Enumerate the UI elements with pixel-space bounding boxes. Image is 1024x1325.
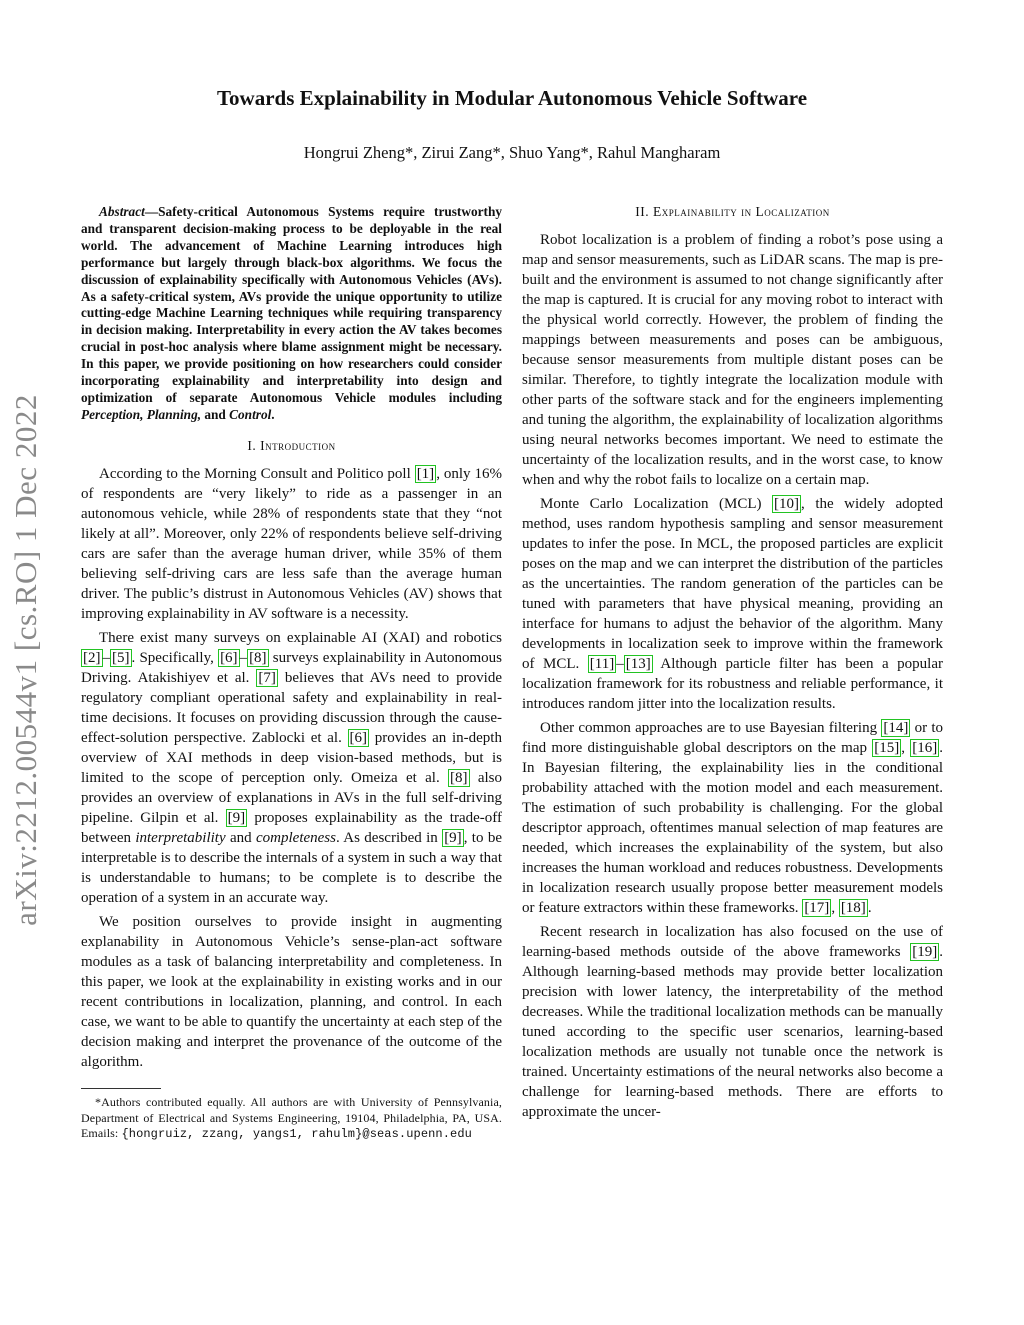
- citation-link[interactable]: [10]: [774, 496, 800, 512]
- author-list: Hongrui Zheng*, Zirui Zang*, Shuo Yang*, Rahul Mangharam: [303, 143, 721, 162]
- citation-link[interactable]: [16]: [912, 740, 938, 756]
- localization-paragraph-2: [522, 494, 943, 714]
- text-run: believes that AVs need to provide regulatory compliant operational safety and explainability in real-time decisions. It focuses on providing discussion through the cause-effect-solution perspective. Zablocki et al.: [81, 669, 502, 746]
- intro-paragraph-3: We position ourselves to provide insight in augmenting explanability in Autonomous Vehicle’s sense-plan-act software modules as a task of balancing interpretability and completeness. In this paper, we look at the explainability in existing works and in our recent contributions in localization, planning, and control. In each case, we want to be able to quantify the uncertainty at each step of the decision making and interpret the provenance of the outcome of the algorithm.: [81, 913, 502, 1070]
- text-run: ,: [901, 740, 911, 756]
- text-run: , the widely adopted method, uses random hypothesis sampling and sensor measurement updates to infer the pose. In MCL, the proposed particles are explicit poses on the map and we can interpret the distribution of the particles as the uncertainties. The random generation of the particles can be tuned with parameters that have physical meaning, providing an interface for humans to adjust the behavior of the algorithm. Many developments in localization seek to improve within the framework of MCL.: [522, 496, 943, 672]
- citation-link[interactable]: [7]: [258, 669, 276, 686]
- citation-link[interactable]: [8]: [249, 649, 267, 666]
- citation-link[interactable]: [18]: [840, 900, 866, 916]
- abstract-and: and: [201, 406, 230, 422]
- citation-link[interactable]: [13]: [625, 656, 651, 672]
- abstract-dash: —: [144, 204, 159, 219]
- abstract: [81, 204, 502, 424]
- citation-link[interactable]: [11]: [589, 656, 615, 672]
- text-run: and: [225, 829, 256, 846]
- text-run: –: [102, 649, 110, 666]
- emphasis: interpretability: [135, 829, 226, 846]
- citation-link[interactable]: [9]: [444, 829, 462, 846]
- localization-paragraph-1: Robot localization is a problem of finding a robot’s pose using a map and sensor measurements, such as LiDAR scans. The map is pre-built and the environment is assumed to not change significantly after the map is captured. It is crucial for any moving robot to interact with the physical world correctly. However, the problem of finding the mappings between measurements and poses can be ambiguous, because sensor measurements from multiple distant poses can be similar. Therefore, to tightly integrate the localization module with other parts of the software stack and for the engineers implementing and tuning the algorithm, the explainability of localization algorithms using neural networks becomes important. We need to estimate the uncertainty of the localization results, and in the worst case, to know when and why the robot fails to localize on a certain map.: [522, 232, 943, 488]
- text-run: Although particle filter has been a popular localization framework for its robustness and reliable performance, it introduces random jitter into the localization results.: [522, 656, 944, 712]
- text-run: According to the Morning Consult and Politico poll: [99, 465, 415, 482]
- arxiv-identifier-text: arXiv:2212.00544v1 [cs.RO] 1 Dec 2022: [8, 394, 44, 926]
- left-column: [81, 204, 502, 1143]
- section-heading-introduction: I. Introduction: [247, 437, 336, 453]
- citation-link[interactable]: [14]: [883, 720, 909, 736]
- text-run: surveys explainability in Autonomous Driving. Atakishiyev et al.: [81, 649, 502, 686]
- footnote-divider: [81, 1088, 161, 1089]
- citation-link[interactable]: [17]: [804, 900, 830, 916]
- intro-paragraph-2: [81, 628, 502, 908]
- text-run: proposes explainability as the trade-off between: [81, 809, 502, 846]
- footnote-text: *Authors contributed equally. All authors are with University of Pennsylvania, Department of Electrical and Systems Engineering, 19104, Philadelphia, PA, USA. Emails:: [81, 1094, 502, 1141]
- abstract-label: Abstract: [99, 204, 145, 219]
- paper-title: Towards Explainability in Modular Autonomous Vehicle Software: [216, 86, 808, 110]
- right-column: [522, 204, 943, 1126]
- abstract-last-module: Control: [229, 406, 272, 422]
- text-run: . As described in: [335, 829, 443, 846]
- text-run: . In Bayesian filtering, the explainability lies in the conditional probability attached with the motion model and each measurement. The estimation of such probability is challenging. For the global descriptor approach, oftentimes manual selection of map features are needed, which increases the explainability of the system, but also increases the human workload and reduces robustness. Developments in localization research usually propose better measurement models or feature extractors within these frameworks.: [522, 740, 943, 916]
- text-run: Other common approaches are to use Bayesian filtering: [540, 720, 882, 736]
- abstract-period: .: [271, 406, 275, 422]
- text-run: or to find more distinguishable global descriptors on the map: [522, 720, 943, 756]
- text-run: Monte Carlo Localization (MCL): [540, 496, 773, 512]
- citation-link[interactable]: [6]: [349, 729, 368, 746]
- intro-paragraph-1: [81, 464, 502, 624]
- citation-link[interactable]: [8]: [450, 769, 468, 786]
- text-run: .: [867, 900, 872, 916]
- citation-link[interactable]: [9]: [227, 809, 246, 826]
- localization-paragraph-4: [522, 922, 943, 1122]
- citation-link[interactable]: [19]: [912, 944, 938, 960]
- citation-link[interactable]: [6]: [220, 649, 238, 666]
- text-run: –: [239, 649, 248, 666]
- citation-link[interactable]: [2]: [83, 649, 101, 666]
- text-run: There exist many surveys on explainable AI (XAI) and robotics: [99, 629, 502, 646]
- citation-link[interactable]: [15]: [874, 740, 900, 756]
- abstract-text: Safety-critical Autonomous Systems require trustworthy and transparent decision-making process to be deployable in the real world. The advancement of Machine Learning introduces high performance but largely through black-box algorithms. We focus the discussion of explainability specifically with Autonomous Vehicles (AVs). As a safety-critical system, AVs provide the unique opportunity to utilize cutting-edge Machine Learning techniques while requiring transparency in decision making. Interpretability in every action the AV takes becomes crucial in post-hoc analysis where blame assignment might be necessary. In this paper, we provide positioning on how researchers could consider incorporating explainability and interpretability into design and optimization of separate Autonomous Vehicle modules including: [81, 204, 502, 405]
- text-run: provides an in-depth overview of XAI methods in deep vision-based methods, but is limited to the scope of perception only. Omeiza et al.: [81, 729, 502, 786]
- arxiv-identifier: [4, 40, 48, 1280]
- section-heading-localization: II. Explainability in Localization: [635, 204, 830, 219]
- text-run: . Specifically,: [131, 649, 219, 666]
- text-run: , to be interpretable is to describe the internals of a system in such a way that is understandable to humans; to be complete is to describe the operation of a system in an accurate way.: [81, 829, 502, 906]
- text-run: . Although learning-based methods may provide better localization precision with lower latency, the interpretability of the method decreases. While the traditional localization methods can be manually tuned according to the specific user scenarios, learning-based localization methods are usually not tunable once the network is trained. Uncertainty estimations of the neural networks also become a challenge for learning-based methods. There are efforts to approximate the uncer-: [522, 944, 943, 1120]
- citation-link[interactable]: [5]: [112, 649, 130, 666]
- abstract-modules: Perception, Planning,: [81, 406, 202, 422]
- text-run: –: [616, 656, 624, 672]
- footnote: [81, 1095, 502, 1143]
- text-run: ,: [831, 900, 839, 916]
- citation-link[interactable]: [1]: [416, 465, 435, 482]
- footnote-emails: {hongruiz, zzang, yangs1, rahulm}@seas.upenn.edu: [121, 1127, 472, 1142]
- localization-paragraph-3: [522, 718, 943, 918]
- emphasis: completeness: [256, 829, 336, 846]
- text-run: Recent research in localization has also focused on the use of learning-based methods outside of the above frameworks: [522, 924, 943, 960]
- text-run: , only 16% of respondents are “very likely” to ride as a passenger in an autonomous vehicle, while 28% of respondents state that they “not likely at all”. Moreover, only 22% of respondents believe self-driving cars are safer than the average human driver, while 35% of them believing self-driving cars are less safe than the average human driver. The public’s distrust in Autonomous Vehicles (AV) shows that improving explainability in AV software is a necessity.: [81, 465, 502, 622]
- text-run: also provides an overview of explanations in AVs in the full self-driving pipeline. Gilpin et al.: [81, 769, 502, 826]
